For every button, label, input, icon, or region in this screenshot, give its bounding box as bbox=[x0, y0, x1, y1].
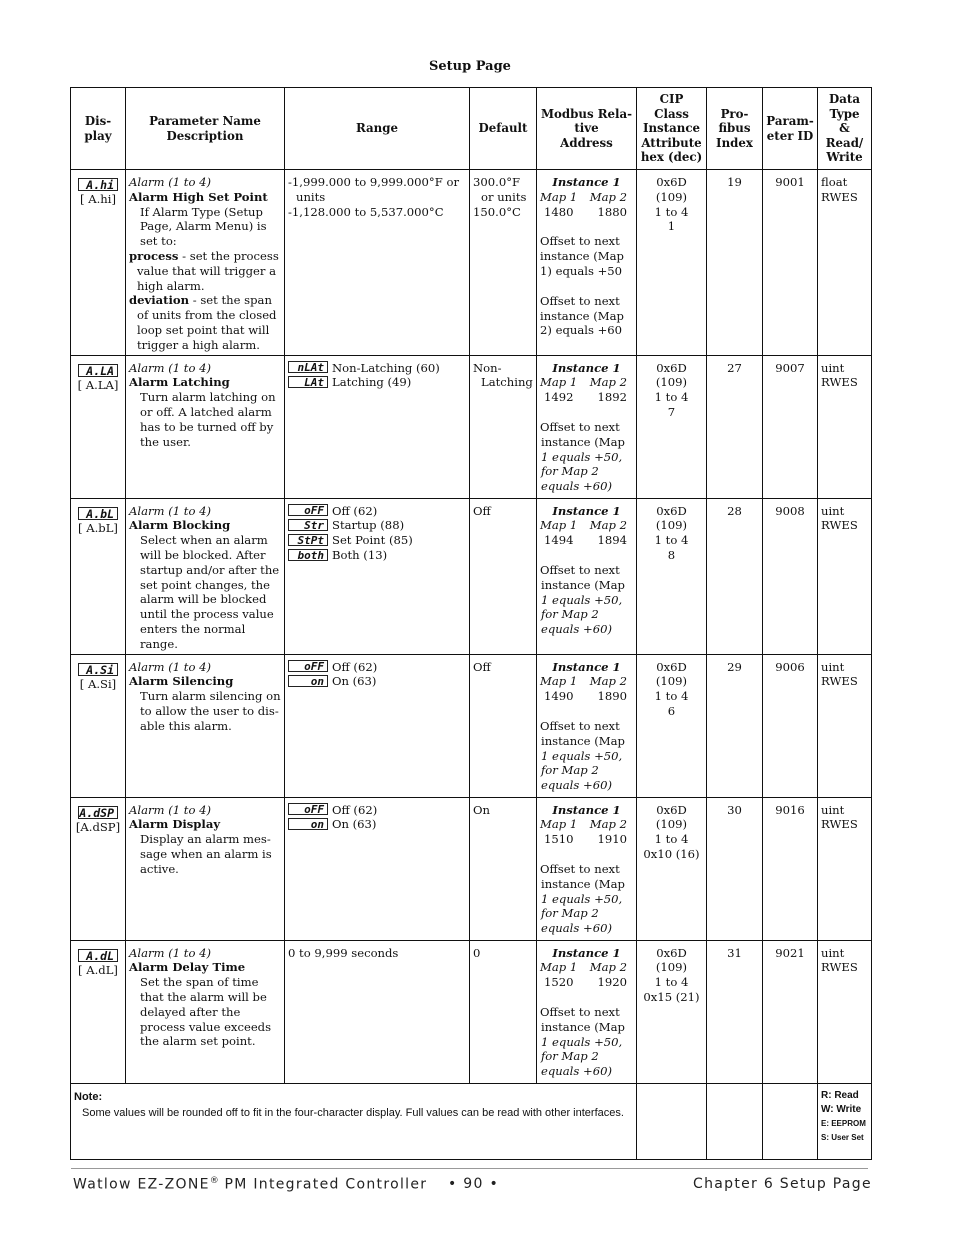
parameter-cell bbox=[126, 797, 285, 940]
map2-address: 1920 bbox=[597, 975, 627, 990]
note-cell bbox=[71, 1083, 637, 1159]
map1-address: 1480 bbox=[544, 204, 574, 219]
offset-line: for Map 2 bbox=[541, 464, 599, 479]
parameter-id: 9021 bbox=[763, 940, 818, 1083]
spacer bbox=[540, 279, 633, 294]
range-option bbox=[288, 548, 466, 563]
data-type-line: RWES bbox=[821, 518, 858, 533]
display-code: A.hi bbox=[78, 178, 118, 191]
parameter-cell bbox=[126, 498, 285, 654]
range-option-code: oFF bbox=[288, 803, 328, 815]
data-type-line: uint bbox=[821, 945, 845, 960]
modbus-map-labels bbox=[540, 817, 633, 832]
map1-label: Map 1 bbox=[540, 674, 578, 689]
parameter-table bbox=[70, 87, 872, 1160]
cip-line: 0x6D (109) bbox=[655, 802, 688, 832]
range-option bbox=[288, 533, 466, 548]
cip-line: 1 to 4 bbox=[654, 204, 689, 219]
display-label: [ A.hi] bbox=[80, 192, 116, 206]
offset-line: 1 equals +50, bbox=[541, 891, 623, 906]
modbus-map-labels bbox=[540, 375, 633, 390]
parameter-name: Alarm Silencing bbox=[129, 674, 234, 689]
offset-line: 1) equals +50 bbox=[540, 263, 623, 278]
modbus-map-values bbox=[540, 390, 633, 405]
parameter-description: Set the span of time that the alarm will be delayed after the process value exceeds the alarm set point. bbox=[140, 975, 272, 1049]
offset-line: instance (Map bbox=[541, 434, 625, 449]
data-type-cell bbox=[818, 654, 872, 797]
offset-line: 1 equals +50, bbox=[541, 592, 623, 607]
menu-name: Alarm (1 to 4) bbox=[129, 945, 212, 960]
range-option bbox=[288, 504, 466, 519]
parameter-name: Alarm Delay Time bbox=[129, 960, 246, 975]
profibus-index: 30 bbox=[707, 797, 763, 940]
option-text: - set the span of units from the closed loop set point that will trigger a high alarm. bbox=[137, 293, 277, 352]
offset-line: Offset to next bbox=[540, 1004, 620, 1019]
modbus-map-values bbox=[540, 533, 633, 548]
map1-label: Map 1 bbox=[540, 518, 578, 533]
map2-label: Map 2 bbox=[589, 960, 627, 975]
offset-line: for Map 2 bbox=[541, 906, 599, 921]
parameter-name: Alarm Display bbox=[129, 817, 221, 832]
parameter-cell bbox=[126, 170, 285, 356]
legend-user-set bbox=[821, 1131, 868, 1145]
modbus-cell bbox=[537, 498, 637, 654]
display-code: A.bL bbox=[78, 507, 118, 520]
offset-line: Offset to next bbox=[540, 419, 620, 434]
parameter-cell bbox=[126, 654, 285, 797]
cip-cell bbox=[637, 797, 707, 940]
parameter-id: 9001 bbox=[763, 170, 818, 356]
range-cell bbox=[285, 498, 470, 654]
header-param-id bbox=[763, 88, 818, 170]
range-option-code: on bbox=[288, 818, 328, 830]
offset-line: instance (Map bbox=[540, 308, 624, 323]
parameter-id: 9008 bbox=[763, 498, 818, 654]
modbus-instance: Instance 1 bbox=[552, 503, 621, 518]
modbus-instance: Instance 1 bbox=[552, 659, 621, 674]
range-option bbox=[288, 518, 466, 533]
range-option-code: oFF bbox=[288, 660, 328, 672]
display-label: [A.dSP] bbox=[75, 819, 121, 834]
parameter-cell bbox=[126, 940, 285, 1083]
display-code: A.Si bbox=[78, 663, 118, 676]
data-type-line: RWES bbox=[821, 817, 858, 832]
menu-name: Alarm (1 to 4) bbox=[129, 175, 212, 189]
modbus-cell bbox=[537, 355, 637, 498]
default-line: 300.0°F bbox=[473, 175, 521, 189]
note-text: Some values will be rounded off to fit in the four-character display. Full values can be read with other interfaces. bbox=[82, 1106, 624, 1119]
cip-cell bbox=[637, 170, 707, 356]
cip-cell bbox=[637, 654, 707, 797]
header-cip-text: CIP Class Instance Attribute hex (dec) bbox=[640, 92, 703, 165]
modbus-cell bbox=[537, 797, 637, 940]
map1-label: Map 1 bbox=[540, 189, 578, 204]
cip-line: 7 bbox=[667, 404, 676, 419]
option-text: - set the process value that will trigger a high alarm. bbox=[137, 248, 279, 293]
range-line: -1,999.000 to 9,999.000°F or bbox=[288, 175, 459, 189]
modbus-map-values bbox=[540, 689, 633, 704]
spacer bbox=[540, 847, 633, 862]
offset-line: equals +60) bbox=[541, 622, 612, 637]
cip-line: 0x6D (109) bbox=[655, 503, 688, 533]
header-data-type-text: Data Type & Read/ Write bbox=[825, 92, 864, 165]
modbus-instance: Instance 1 bbox=[552, 175, 621, 189]
default-cell bbox=[470, 170, 537, 356]
default-cell bbox=[470, 355, 537, 498]
profibus-index: 27 bbox=[707, 355, 763, 498]
default-cell bbox=[470, 797, 537, 940]
note-empty-cip bbox=[637, 1083, 707, 1159]
page-title: Setup Page bbox=[429, 59, 511, 74]
table-row bbox=[71, 797, 872, 940]
display-label: [ A.LA] bbox=[77, 377, 119, 392]
map1-address: 1520 bbox=[544, 975, 574, 990]
modbus-map-values bbox=[540, 975, 633, 990]
data-type-line: float bbox=[821, 175, 848, 189]
cip-line: 0x6D (109) bbox=[655, 945, 688, 975]
table-row bbox=[71, 498, 872, 654]
parameter-name: Alarm Latching bbox=[129, 375, 230, 390]
data-type-line: uint bbox=[821, 659, 845, 674]
data-type-line: RWES bbox=[821, 960, 858, 975]
range-option-code: both bbox=[288, 549, 328, 561]
table-row bbox=[71, 170, 872, 356]
map1-address: 1490 bbox=[544, 689, 574, 704]
default-line: 150.0°C bbox=[473, 204, 521, 219]
range-cell bbox=[285, 355, 470, 498]
header-range bbox=[285, 88, 470, 170]
map1-label: Map 1 bbox=[540, 960, 578, 975]
spacer bbox=[540, 704, 633, 719]
table-row bbox=[71, 940, 872, 1083]
map1-label: Map 1 bbox=[540, 817, 578, 832]
header-display-text: Dis- play bbox=[84, 113, 112, 143]
offset-line: equals +60) bbox=[541, 479, 612, 494]
range-option-label: Off (62) bbox=[332, 503, 378, 518]
cip-line: 1 to 4 bbox=[654, 390, 689, 405]
map2-label: Map 2 bbox=[589, 518, 627, 533]
offset-line: equals +60) bbox=[541, 921, 612, 936]
display-label: [ A.bL] bbox=[78, 520, 118, 535]
range-line: units bbox=[296, 189, 326, 204]
range-option-code: StPt bbox=[288, 534, 328, 546]
range-option-label: Off (62) bbox=[332, 659, 378, 674]
parameter-description: Display an alarm mes-sage when an alarm is active. bbox=[140, 832, 272, 876]
display-code: A.dSP bbox=[78, 806, 118, 819]
data-type-line: uint bbox=[821, 360, 845, 375]
range-line: 0 to 9,999 seconds bbox=[288, 945, 399, 960]
menu-name: Alarm (1 to 4) bbox=[129, 503, 212, 518]
parameter-id: 9016 bbox=[763, 797, 818, 940]
default-cell bbox=[470, 654, 537, 797]
offset-line: Offset to next bbox=[540, 562, 620, 577]
map2-address: 1880 bbox=[597, 204, 627, 219]
profibus-index: 29 bbox=[707, 654, 763, 797]
data-type-line: uint bbox=[821, 802, 845, 817]
note-empty-profibus bbox=[707, 1083, 763, 1159]
data-type-line: uint bbox=[821, 503, 845, 518]
cip-line: 1 bbox=[667, 219, 676, 234]
range-option-code: oFF bbox=[288, 504, 328, 516]
map2-address: 1894 bbox=[597, 533, 627, 548]
offset-line: Offset to next bbox=[540, 718, 620, 733]
display-cell bbox=[71, 940, 126, 1083]
legend-read: R: Read bbox=[821, 1089, 859, 1101]
legend-user-set-text: S: User Set bbox=[821, 1132, 864, 1142]
range-cell bbox=[285, 797, 470, 940]
header-modbus bbox=[537, 88, 637, 170]
profibus-index: 19 bbox=[707, 170, 763, 356]
offset-line: equals +60) bbox=[541, 778, 612, 793]
range-option bbox=[288, 361, 466, 376]
footer-product: PM Integrated Controller bbox=[218, 1176, 428, 1193]
parameter-id: 9007 bbox=[763, 355, 818, 498]
cip-line: 0x10 (16) bbox=[643, 846, 700, 861]
display-code: A.dL bbox=[78, 949, 118, 962]
parameter-option-description bbox=[129, 249, 281, 293]
map2-label: Map 2 bbox=[589, 674, 627, 689]
display-label: [ A.dL] bbox=[78, 962, 118, 977]
range-cell bbox=[285, 170, 470, 356]
cip-line: 1 to 4 bbox=[654, 689, 689, 704]
table-header-row bbox=[71, 88, 872, 170]
display-cell bbox=[71, 797, 126, 940]
modbus-map-labels bbox=[540, 674, 633, 689]
note-empty-paramid bbox=[763, 1083, 818, 1159]
range-line: -1,128.000 to 5,537.000°C bbox=[288, 204, 444, 219]
display-label: [ A.Si] bbox=[79, 676, 117, 691]
header-display bbox=[71, 88, 126, 170]
note-label: Note: bbox=[74, 1090, 103, 1103]
default-line: Off bbox=[473, 503, 491, 518]
map2-label: Map 2 bbox=[589, 189, 627, 204]
legend-eeprom-text: E: EEPROM bbox=[821, 1118, 866, 1128]
offset-line: Offset to next bbox=[540, 861, 620, 876]
range-option bbox=[288, 375, 466, 390]
modbus-map-labels bbox=[540, 960, 633, 975]
display-cell bbox=[71, 654, 126, 797]
range-option-code: LAt bbox=[288, 376, 328, 388]
default-line: Off bbox=[473, 659, 491, 674]
legend-write: W: Write bbox=[821, 1103, 862, 1115]
parameter-description: If Alarm Type (Setup Page, Alarm Menu) is set to: bbox=[140, 204, 267, 249]
cip-cell bbox=[637, 355, 707, 498]
cip-line: 0x15 (21) bbox=[643, 989, 700, 1004]
page-number: • 90 • bbox=[448, 1176, 500, 1192]
range-option-label: Startup (88) bbox=[332, 518, 405, 533]
offset-line: instance (Map bbox=[541, 1019, 625, 1034]
default-line: Non- bbox=[473, 360, 502, 375]
header-cip bbox=[637, 88, 707, 170]
map2-label: Map 2 bbox=[589, 375, 627, 390]
footer-title bbox=[73, 1176, 427, 1193]
header-data-type bbox=[818, 88, 872, 170]
spacer bbox=[540, 219, 633, 234]
offset-line: instance (Map bbox=[541, 577, 625, 592]
footer-chapter: Chapter 6 Setup Page bbox=[693, 1176, 872, 1192]
offset-line: instance (Map bbox=[540, 249, 624, 264]
offset-line: equals +60) bbox=[541, 1064, 612, 1079]
default-line: On bbox=[473, 802, 490, 817]
cip-cell bbox=[637, 940, 707, 1083]
map2-address: 1890 bbox=[597, 689, 627, 704]
spacer bbox=[540, 405, 633, 420]
range-option-code: nLAt bbox=[288, 361, 328, 373]
parameter-cell bbox=[126, 355, 285, 498]
cip-cell bbox=[637, 498, 707, 654]
default-line: or units bbox=[481, 189, 527, 204]
map1-address: 1510 bbox=[544, 832, 574, 847]
offset-line: instance (Map bbox=[541, 876, 625, 891]
range-option bbox=[288, 817, 466, 832]
default-line: 0 bbox=[473, 945, 481, 960]
range-cell bbox=[285, 654, 470, 797]
range-cell bbox=[285, 940, 470, 1083]
range-option-label: Latching (49) bbox=[332, 375, 412, 390]
header-default bbox=[470, 88, 537, 170]
offset-line: 1 equals +50, bbox=[541, 449, 623, 464]
option-term: process bbox=[129, 248, 179, 263]
cip-line: 0x6D bbox=[656, 175, 687, 189]
range-option-code: Str bbox=[288, 519, 328, 531]
offset-line: for Map 2 bbox=[541, 607, 599, 622]
profibus-index: 28 bbox=[707, 498, 763, 654]
data-type-cell bbox=[818, 797, 872, 940]
legend-cell bbox=[818, 1083, 872, 1159]
cip-line: 1 to 4 bbox=[654, 832, 689, 847]
data-type-cell bbox=[818, 940, 872, 1083]
parameter-description: Turn alarm latching on or off. A latched alarm has to be turned off by the user. bbox=[140, 390, 276, 449]
data-type-cell bbox=[818, 498, 872, 654]
display-cell bbox=[71, 498, 126, 654]
cip-line: 8 bbox=[667, 547, 676, 562]
note-row bbox=[71, 1083, 872, 1159]
modbus-instance: Instance 1 bbox=[552, 802, 621, 817]
table-row bbox=[71, 654, 872, 797]
range-option-code: on bbox=[288, 675, 328, 687]
parameter-name: Alarm High Set Point bbox=[129, 189, 268, 204]
option-term: deviation bbox=[129, 293, 190, 308]
offset-line: for Map 2 bbox=[541, 763, 599, 778]
profibus-index: 31 bbox=[707, 940, 763, 1083]
header-parameter bbox=[126, 88, 285, 170]
range-option-label: Off (62) bbox=[332, 802, 378, 817]
header-parameter-text: Parameter Name Description bbox=[149, 113, 261, 143]
menu-name: Alarm (1 to 4) bbox=[129, 360, 212, 375]
range-option bbox=[288, 803, 466, 818]
modbus-map-values bbox=[540, 205, 633, 220]
cip-line: (109) bbox=[655, 189, 688, 204]
cip-line: 6 bbox=[667, 703, 676, 718]
parameter-name: Alarm Blocking bbox=[129, 518, 231, 533]
range-option-label: On (63) bbox=[332, 674, 377, 689]
header-profibus-text: Pro- fibus Index bbox=[716, 106, 753, 150]
spacer bbox=[540, 990, 633, 1005]
offset-line: Offset to next bbox=[540, 293, 620, 308]
offset-line: Offset to next bbox=[540, 234, 620, 249]
display-cell bbox=[71, 170, 126, 356]
offset-line: 1 equals +50, bbox=[541, 1034, 623, 1049]
range-option bbox=[288, 660, 466, 675]
parameter-id: 9006 bbox=[763, 654, 818, 797]
data-type-cell bbox=[818, 355, 872, 498]
display-cell bbox=[71, 355, 126, 498]
default-cell bbox=[470, 940, 537, 1083]
header-profibus bbox=[707, 88, 763, 170]
offset-line: instance (Map bbox=[541, 733, 625, 748]
map1-address: 1492 bbox=[544, 390, 574, 405]
legend-eeprom bbox=[821, 1117, 868, 1131]
offset-line: 2) equals +60 bbox=[540, 323, 623, 338]
spacer bbox=[540, 548, 633, 563]
modbus-cell bbox=[537, 654, 637, 797]
cip-line: 0x6D (109) bbox=[655, 659, 688, 689]
default-line: Latching bbox=[481, 375, 533, 390]
cip-line: 1 to 4 bbox=[654, 975, 689, 990]
parameter-option-description bbox=[129, 293, 281, 352]
header-default-text: Default bbox=[478, 121, 528, 136]
range-option-label: Both (13) bbox=[332, 547, 388, 562]
map2-address: 1910 bbox=[597, 832, 627, 847]
modbus-instance: Instance 1 bbox=[552, 945, 621, 960]
map2-address: 1892 bbox=[597, 390, 627, 405]
modbus-cell bbox=[537, 170, 637, 356]
data-type-cell bbox=[818, 170, 872, 356]
range-option-label: Set Point (85) bbox=[332, 533, 413, 548]
default-cell bbox=[470, 498, 537, 654]
range-option bbox=[288, 674, 466, 689]
display-code: A.LA bbox=[78, 364, 118, 377]
map1-label: Map 1 bbox=[540, 375, 578, 390]
modbus-map-labels bbox=[540, 190, 633, 205]
menu-name: Alarm (1 to 4) bbox=[129, 802, 212, 817]
modbus-map-values bbox=[540, 832, 633, 847]
map1-address: 1494 bbox=[544, 533, 574, 548]
map2-label: Map 2 bbox=[589, 817, 627, 832]
footer-divider bbox=[71, 1168, 868, 1169]
parameter-description: Turn alarm silencing on to allow the user to dis-able this alarm. bbox=[140, 689, 281, 733]
offset-line: for Map 2 bbox=[541, 1049, 599, 1064]
cip-line: 1 to 4 bbox=[654, 533, 689, 548]
parameter-description: Select when an alarm will be blocked. After startup and/or after the set point changes, the alarm will be blocked until the process value enters the normal range. bbox=[140, 533, 280, 651]
footer-brand: Watlow EZ-ZONE bbox=[73, 1176, 210, 1193]
data-type-line: RWES bbox=[821, 674, 858, 689]
header-modbus-text: Modbus Rela- tive Address bbox=[540, 106, 633, 150]
offset-line: 1 equals +50, bbox=[541, 748, 623, 763]
menu-name: Alarm (1 to 4) bbox=[129, 659, 212, 674]
registered-mark: ® bbox=[209, 1176, 219, 1186]
data-type-line: RWES bbox=[821, 375, 858, 390]
range-option-label: On (63) bbox=[332, 817, 377, 832]
header-param-id-text: Param- eter ID bbox=[766, 113, 814, 143]
modbus-instance: Instance 1 bbox=[552, 360, 621, 375]
table-row bbox=[71, 355, 872, 498]
modbus-cell bbox=[537, 940, 637, 1083]
cip-line: 0x6D (109) bbox=[655, 360, 688, 390]
range-option-label: Non-Latching (60) bbox=[332, 360, 440, 375]
header-range-text: Range bbox=[355, 121, 399, 136]
data-type-line: RWES bbox=[821, 189, 858, 204]
modbus-map-labels bbox=[540, 518, 633, 533]
